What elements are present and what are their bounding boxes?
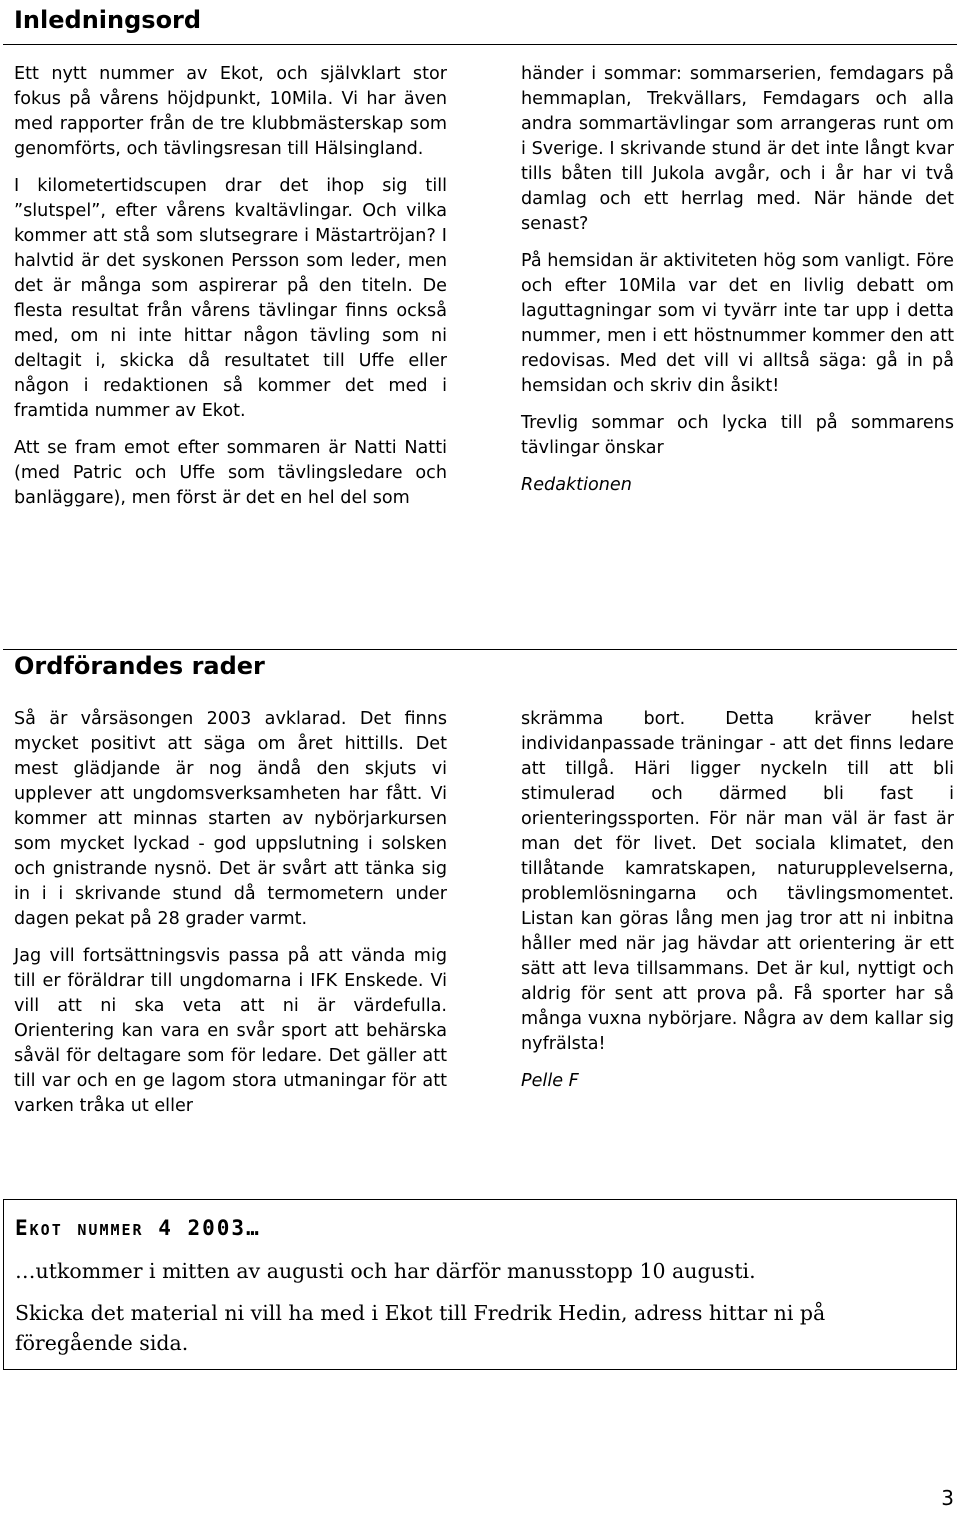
signature: Pelle F	[521, 1071, 579, 1091]
paragraph: Trevlig sommar och lycka till på sommarens tävlingar önskar	[521, 413, 954, 458]
page-number: 3	[941, 1486, 954, 1510]
paragraph: Ett nytt nummer av Ekot, och självklart stor fokus på vårens höjdpunkt, 10Mila. Vi har även med rapporter från de tre klubbmästerskap som genomförts, och tävlingsresan till Hälsingland.	[14, 64, 447, 159]
signature: Redaktionen	[521, 475, 632, 495]
paragraph: Att se fram emot efter sommaren är Natti Natti (med Patric och Uffe som tävlingsledare och banläggare), men först är det en hel del som	[14, 438, 447, 508]
inledning-left-column	[14, 62, 447, 523]
paragraph: I kilometertidscupen drar det ihop sig till ”slutspel”, efter vårens kvaltävlingar. Och vilka kommer att stå som slutsegrare i Mästartröjan? I halvtid är det syskonen Persson som leder, men det är många som aspirerar på den titeln. De flesta resultat från vårens tävlingar finns också med, om ni inte hittar någon tävling som ni deltagit i, skicka då resultatet till Uffe eller någon i redaktionen så kommer det med i framtida nummer av Ekot.	[14, 176, 447, 421]
paragraph: händer i sommar: sommarserien, femdagars på hemmaplan, Trekvällars, Femdagars och alla andra sommartävlingar som arrangeras runt om i Sverige. I skrivande stund är det inte långt kvar tills båten till Jukola avgår, och i år har vi två damlag och ett herrlag med. När hände det senast?	[521, 64, 954, 234]
section-rule	[3, 649, 957, 650]
section-title-ordforandes-rader: Ordförandes rader	[14, 652, 265, 680]
paragraph: Så är vårsäsongen 2003 avklarad. Det finns mycket positivt att säga om året hittills. Det mest glädjande är nog ändå den skjuts vi upplever att ungdomsverksamheten har fått. Vi kommer att minnas starten av nybörjarkursen som mycket lyckad - god uppslutning i solsken och gnistrande nysnö. Det är svårt att tänka sig in i i skrivande stund då termometern under dagen pekat på 28 grader varmt.	[14, 709, 447, 929]
notice-title: Ekot nummer 4 2003…	[15, 1216, 261, 1240]
notice-line: Skicka det material ni vill ha med i Ekot till Fredrik Hedin, adress hittar ni på föregående sida.	[15, 1301, 826, 1355]
section-title-inledningsord: Inledningsord	[14, 6, 202, 34]
ordforande-right-column	[521, 707, 954, 1106]
notice-box	[3, 1199, 957, 1370]
ordforande-left-column	[14, 707, 447, 1131]
section-rule	[3, 44, 957, 45]
inledning-right-column	[521, 62, 954, 510]
notice-line: …utkommer i mitten av augusti och har därför manusstopp 10 augusti.	[15, 1259, 756, 1283]
paragraph: På hemsidan är aktiviteten hög som vanligt. Före och efter 10Mila var det en livlig debatt om laguttagningar som vi tyvärr inte tar upp i detta nummer, men i ett höstnummer kommer den att redovisas. Med det vill vi alltså säga: gå in på hemsidan och skriv din åsikt!	[521, 251, 954, 396]
paragraph: skrämma bort. Detta kräver helst individanpassade träningar - att det finns ledare att tillgå. Häri ligger nyckeln till att bli stimulerad och därmed bli fast i orienteringssporten. För när man väl är fast är man det för livet. Det sociala klimatet, den tillåtande kamratskapen, naturupplevelserna, problemlösningarna och tävlingsmomentet. Listan kan göras lång men jag tror att ni inbitna håller med när jag hävdar att orientering är ett sätt att leva tillsammans. Det är kul, nyttigt och aldrig för sent att prova på. Få sporter har så många vuxna nybörjare. Några av dem kallar sig nyfrälsta!	[521, 709, 954, 1054]
paragraph: Jag vill fortsättningsvis passa på att vända mig till er föräldrar till ungdomarna i IFK Enskede. Vi vill att ni ska veta att ni är värdefulla. Orientering kan vara en svår sport att behärska såväl för deltagare som för ledare. Det gäller att till var och en ge lagom stora utmaningar för att varken tråka ut eller	[14, 946, 447, 1116]
